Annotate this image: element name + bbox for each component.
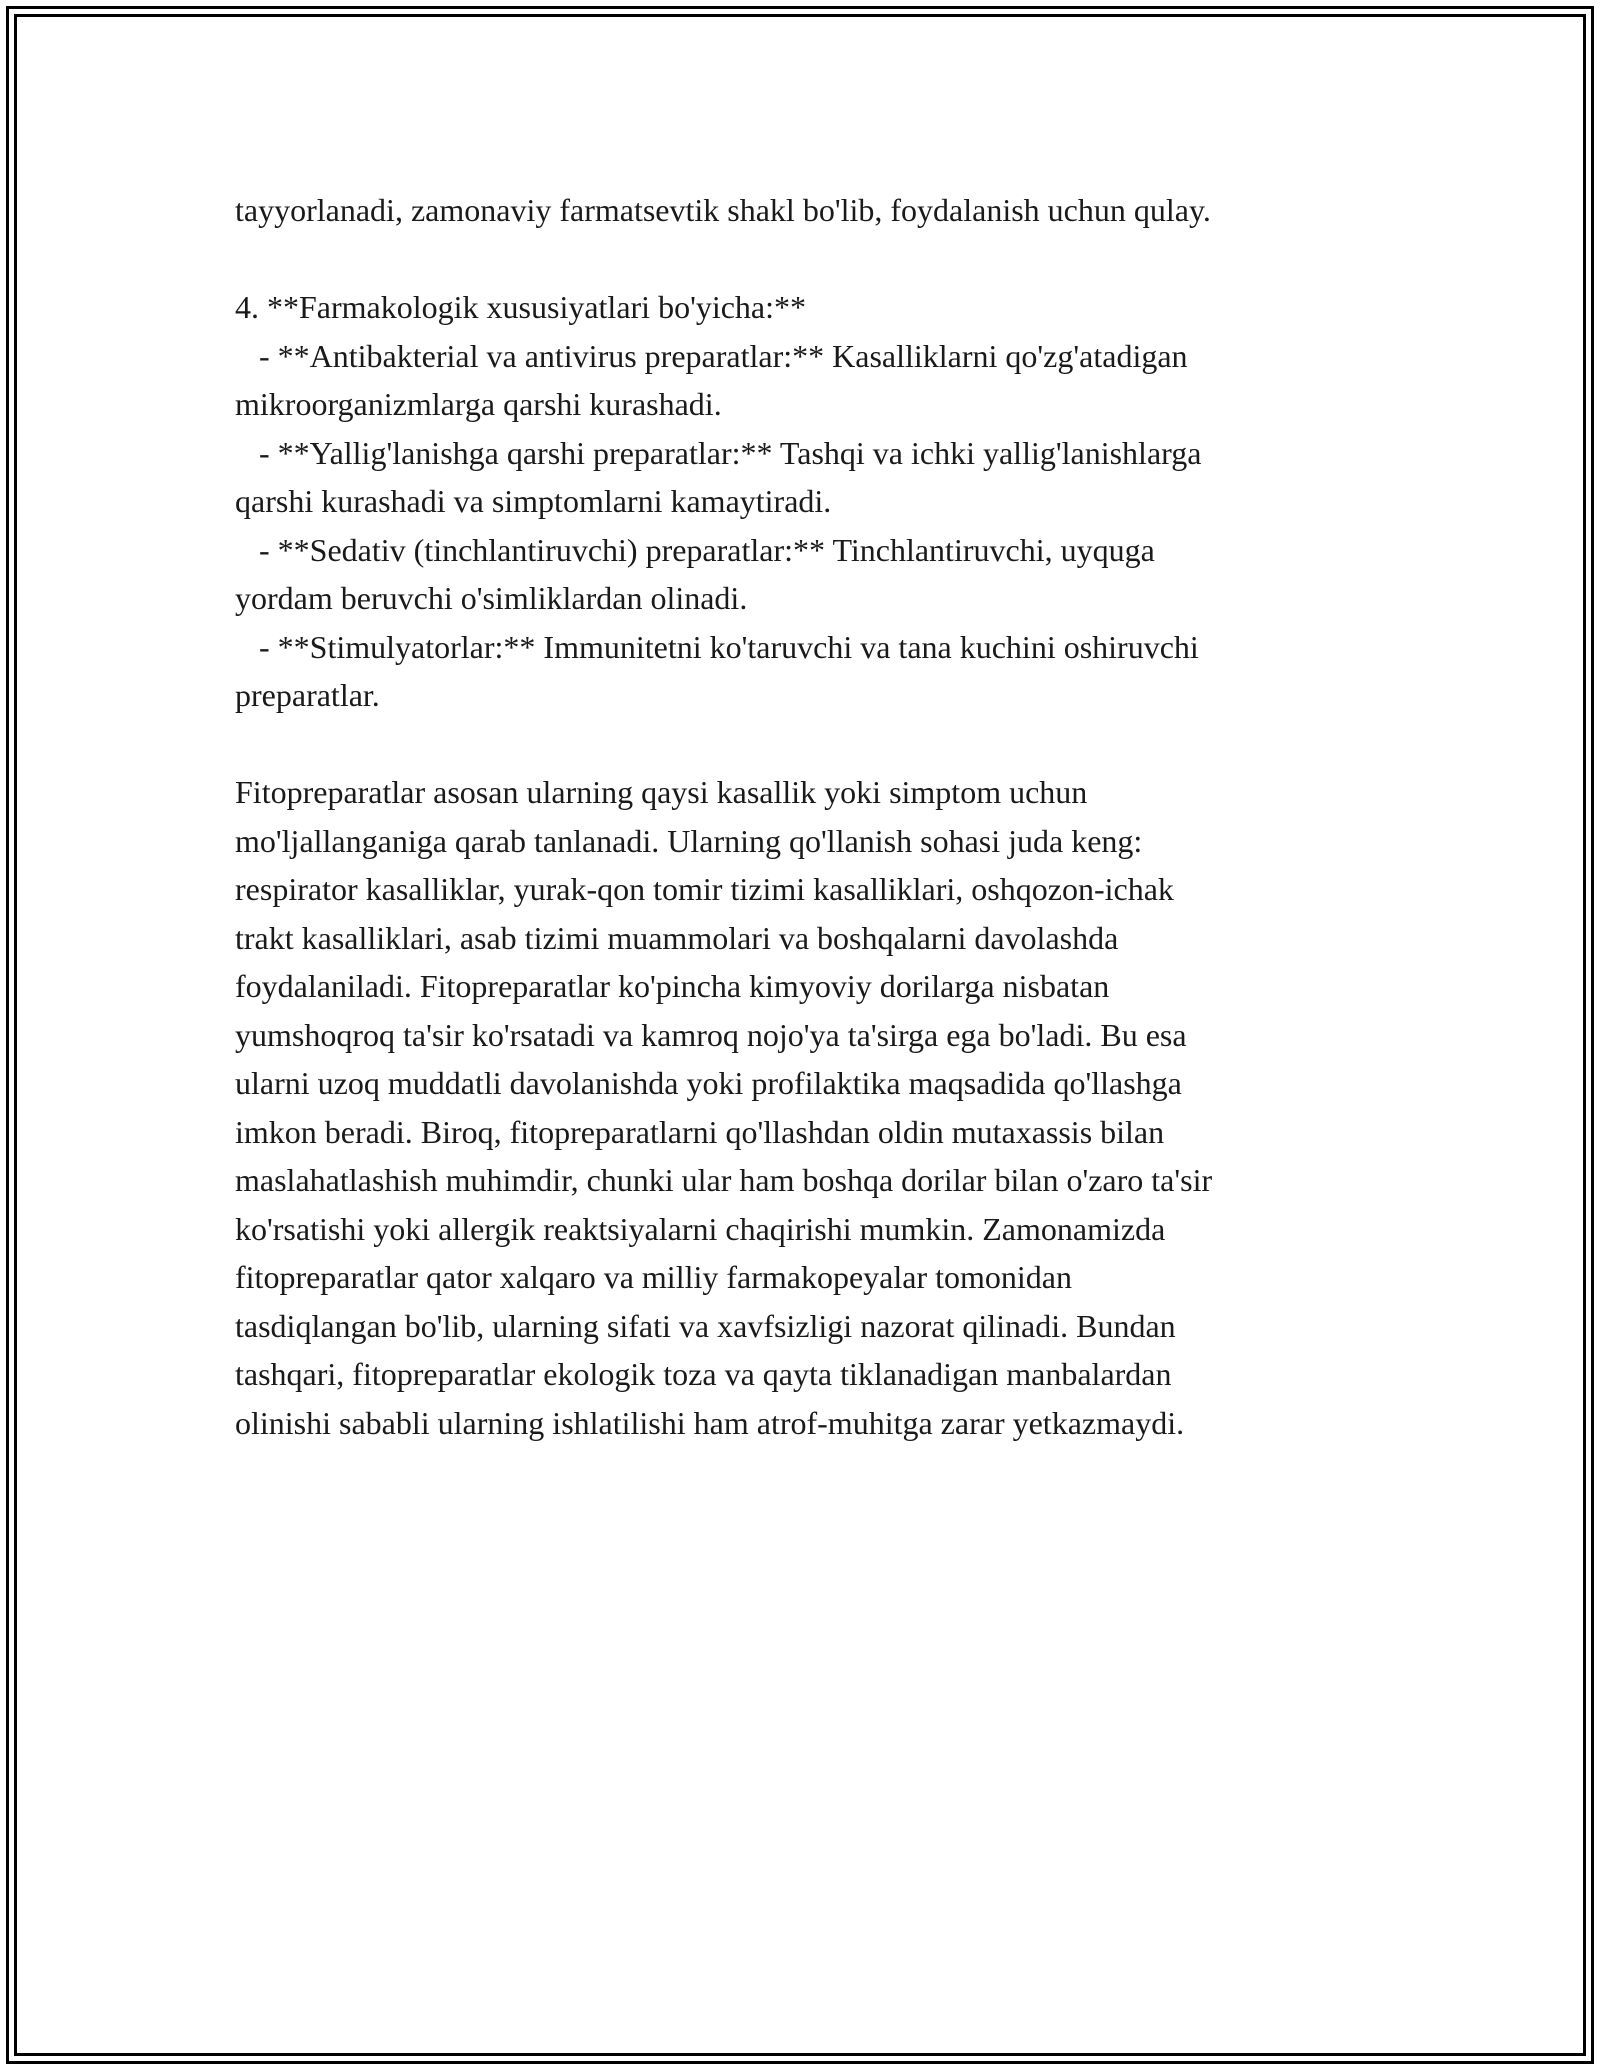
list-item [235,332,1365,429]
paragraph-line: tashqari, fitopreparatlar ekologik toza va qayta tiklanadigan manbalardan [235,1356,1172,1392]
list-item [235,429,1365,526]
list-item-line: - **Stimulyatorlar:** Immunitetni ko'taruvchi va tana kuchini oshiruvchi [235,628,1199,665]
paragraph-line: maslahatlashish muhimdir, chunki ular ham boshqa dorilar bilan o'zaro ta'sir [235,1162,1213,1198]
list-item-line: preparatlar. [235,677,380,713]
paragraph-line: Fitopreparatlar asosan ularning qaysi kasallik yoki simptom uchun [235,774,1088,810]
paragraph-line: foydalaniladi. Fitopreparatlar ko'pincha kimyoviy dorilarga nisbatan [235,968,1110,1004]
paragraph-line: olinishi sababli ularning ishlatilishi ham atrof-muhitga zarar yetkazmaydi. [235,1404,1185,1441]
paragraph-line: imkon beradi. Biroq, fitopreparatlarni qo'llashdan oldin mutaxassis bilan [235,1113,1165,1150]
continuation-line: tayyorlanadi, zamonaviy farmatsevtik shakl bo'lib, foydalanish uchun qulay. [235,192,1211,228]
list-item-line: - **Yallig'lanishga qarshi preparatlar:** Tashqi va ichki yallig'lanishlarga [235,434,1202,471]
list-item [235,623,1365,720]
blank-line [235,720,1365,769]
paragraph-line: ularni uzoq muddatli davolanishda yoki profilaktika maqsadida qo'llashga [235,1065,1182,1101]
document-body [235,186,1365,1447]
list-item-line: - **Antibakterial va antivirus preparatlar:** Kasalliklarni qo'zg'atadigan [235,337,1188,374]
paragraph-line: respirator kasalliklar, yurak-qon tomir tizimi kasalliklari, oshqozon-ichak [235,871,1174,907]
list-item-line: yordam beruvchi o'simliklardan olinadi. [235,580,748,616]
list-item-line: qarshi kurashadi va simptomlarni kamaytiradi. [235,483,832,519]
paragraph-line: tasdiqlangan bo'lib, ularning sifati va xavfsizligi nazorat qilinadi. Bundan [235,1307,1176,1344]
list-item-line: - **Sedativ (tinchlantiruvchi) preparatlar:** Tinchlantiruvchi, uyquga [235,531,1155,568]
paragraph-line: trakt kasalliklari, asab tizimi muammolari va boshqalarni davolashda [235,919,1119,956]
paragraph-line: fitopreparatlar qator xalqaro va milliy farmakopeyalar tomonidan [235,1259,1072,1295]
paragraph-line: ko'rsatishi yoki allergik reaktsiyalarni chaqirishi mumkin. Zamonamizda [235,1210,1166,1247]
blank-line [235,235,1365,284]
paragraph-line: mo'ljallanganiga qarab tanlanadi. Ularning qo'llanish sohasi juda keng: [235,822,1143,859]
section-4 [235,283,1365,720]
list-item [235,526,1365,623]
paragraph-line: yumshoqroq ta'sir ko'rsatadi va kamroq nojo'ya ta'sirga ega bo'ladi. Bu esa [235,1016,1187,1053]
list-item-line: mikroorganizmlarga qarshi kurashadi. [235,386,722,422]
section-heading: 4. **Farmakologik xususiyatlari bo'yicha:** [235,289,807,325]
body-paragraph [235,768,1365,1447]
